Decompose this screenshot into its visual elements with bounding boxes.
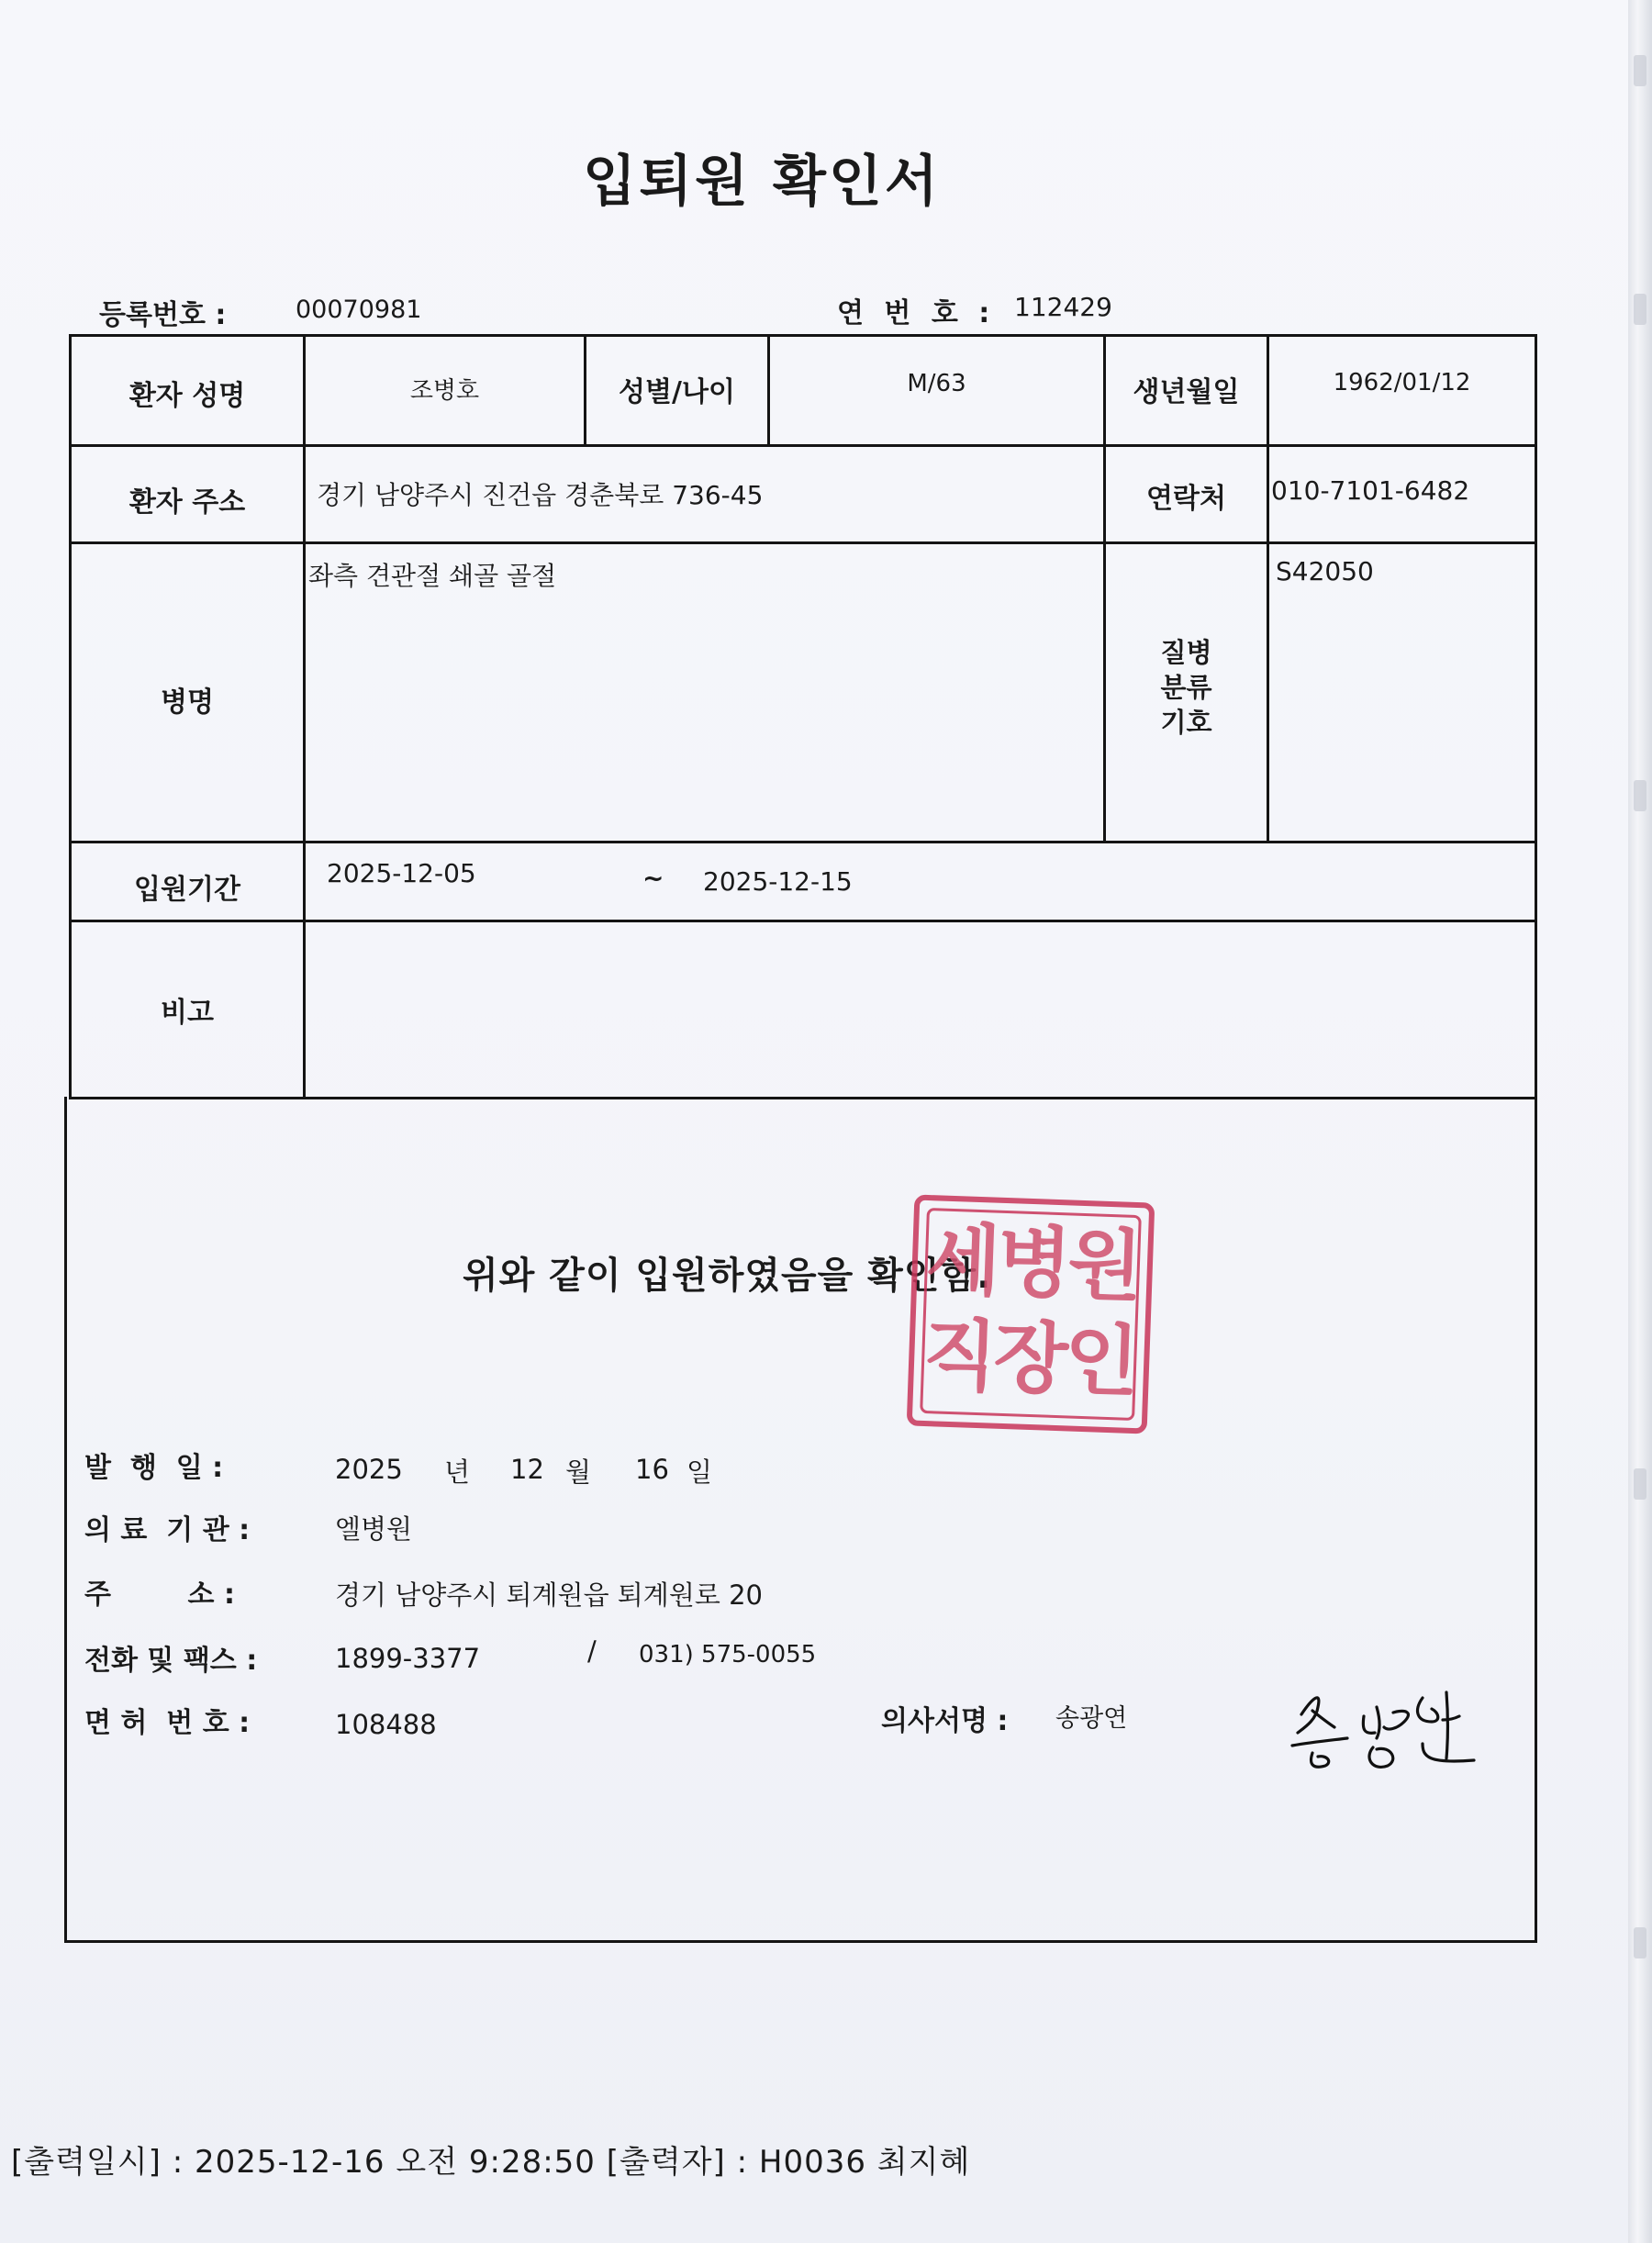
disease-code-label-line: 분류 xyxy=(1160,672,1212,703)
issue-date-label: 발 행 일 : xyxy=(84,1452,224,1484)
patient-name-label: 환자 성명 xyxy=(128,380,246,412)
disease-code-label-line: 질병 xyxy=(1160,637,1212,668)
serial-label: 연 번 호 : xyxy=(837,297,996,329)
contact-phone: 010-7101-6482 xyxy=(1271,475,1470,506)
license-number: 108488 xyxy=(335,1709,437,1740)
paper-edge xyxy=(1628,0,1652,2243)
edge-mark xyxy=(1634,55,1646,86)
institution-address-label: 주 소 : xyxy=(84,1579,235,1611)
admission-start: 2025-12-05 xyxy=(327,858,476,888)
registration-number: 00070981 xyxy=(296,296,422,324)
diagnosis-name: 좌측 견관절 쇄골 골절 xyxy=(308,561,557,591)
patient-name: 조병호 xyxy=(409,377,480,405)
institution-address: 경기 남양주시 퇴계원읍 퇴계원로 20 xyxy=(335,1579,763,1611)
disease-code-label xyxy=(1106,635,1267,740)
edge-mark xyxy=(1634,294,1646,325)
phone-number: 1899-3377 xyxy=(335,1643,481,1674)
registration-label: 등록번호 : xyxy=(99,299,227,331)
admission-separator: ~ xyxy=(642,863,664,893)
disease-code: S42050 xyxy=(1276,556,1374,586)
institution-label: 의 료 기 관 : xyxy=(84,1514,251,1546)
issue-day: 16 xyxy=(635,1454,669,1485)
hospital-seal xyxy=(907,1195,1155,1434)
remarks-label: 비고 xyxy=(161,997,214,1029)
fax-number: 031) 575-0055 xyxy=(639,1641,817,1668)
seal-text-line: 세병원 xyxy=(924,1214,1141,1312)
confirmation-statement: 위와 같이 입원하였음을 확인함. xyxy=(463,1255,992,1297)
serial-number: 112429 xyxy=(1014,292,1112,322)
birth-date: 1962/01/12 xyxy=(1333,369,1471,396)
sex-age-label: 성별/나이 xyxy=(619,376,735,408)
doctor-signature-label: 의사서명 : xyxy=(881,1705,1009,1737)
birth-date-label: 생년월일 xyxy=(1133,376,1240,408)
phone-fax-label: 전화 및 팩스 : xyxy=(84,1645,258,1677)
disease-code-label-line: 기호 xyxy=(1160,707,1212,738)
edge-mark xyxy=(1634,780,1646,811)
diagnosis-label: 병명 xyxy=(161,686,214,719)
issue-year: 2025 xyxy=(335,1454,403,1485)
issue-day-unit: 일 xyxy=(686,1456,713,1488)
contact-label: 연락처 xyxy=(1146,483,1226,515)
phone-fax-separator: / xyxy=(587,1635,597,1667)
edge-mark xyxy=(1634,1927,1646,1958)
doctor-handwritten-signature xyxy=(1285,1679,1496,1780)
license-label: 면 허 번 호 : xyxy=(84,1707,251,1739)
edge-mark xyxy=(1634,1468,1646,1500)
patient-address: 경기 남양주시 진건읍 경춘북로 736-45 xyxy=(317,480,764,510)
institution-name: 엘병원 xyxy=(335,1513,413,1545)
issue-month-unit: 월 xyxy=(565,1456,592,1488)
print-footer: [출력일시] : 2025-12-16 오전 9:28:50 [출력자] : H0036 최지혜 xyxy=(11,2144,971,2181)
admission-end: 2025-12-15 xyxy=(703,866,853,897)
doctor-name: 송광연 xyxy=(1055,1704,1128,1733)
patient-address-label: 환자 주소 xyxy=(128,486,246,519)
admission-period-label: 입원기간 xyxy=(134,874,240,906)
seal-text-line: 직장인 xyxy=(921,1309,1137,1407)
issue-month: 12 xyxy=(510,1454,544,1485)
document-title: 입퇴원 확인서 xyxy=(583,150,941,214)
issue-year-unit: 년 xyxy=(444,1456,471,1488)
sex-age: M/63 xyxy=(907,370,966,397)
